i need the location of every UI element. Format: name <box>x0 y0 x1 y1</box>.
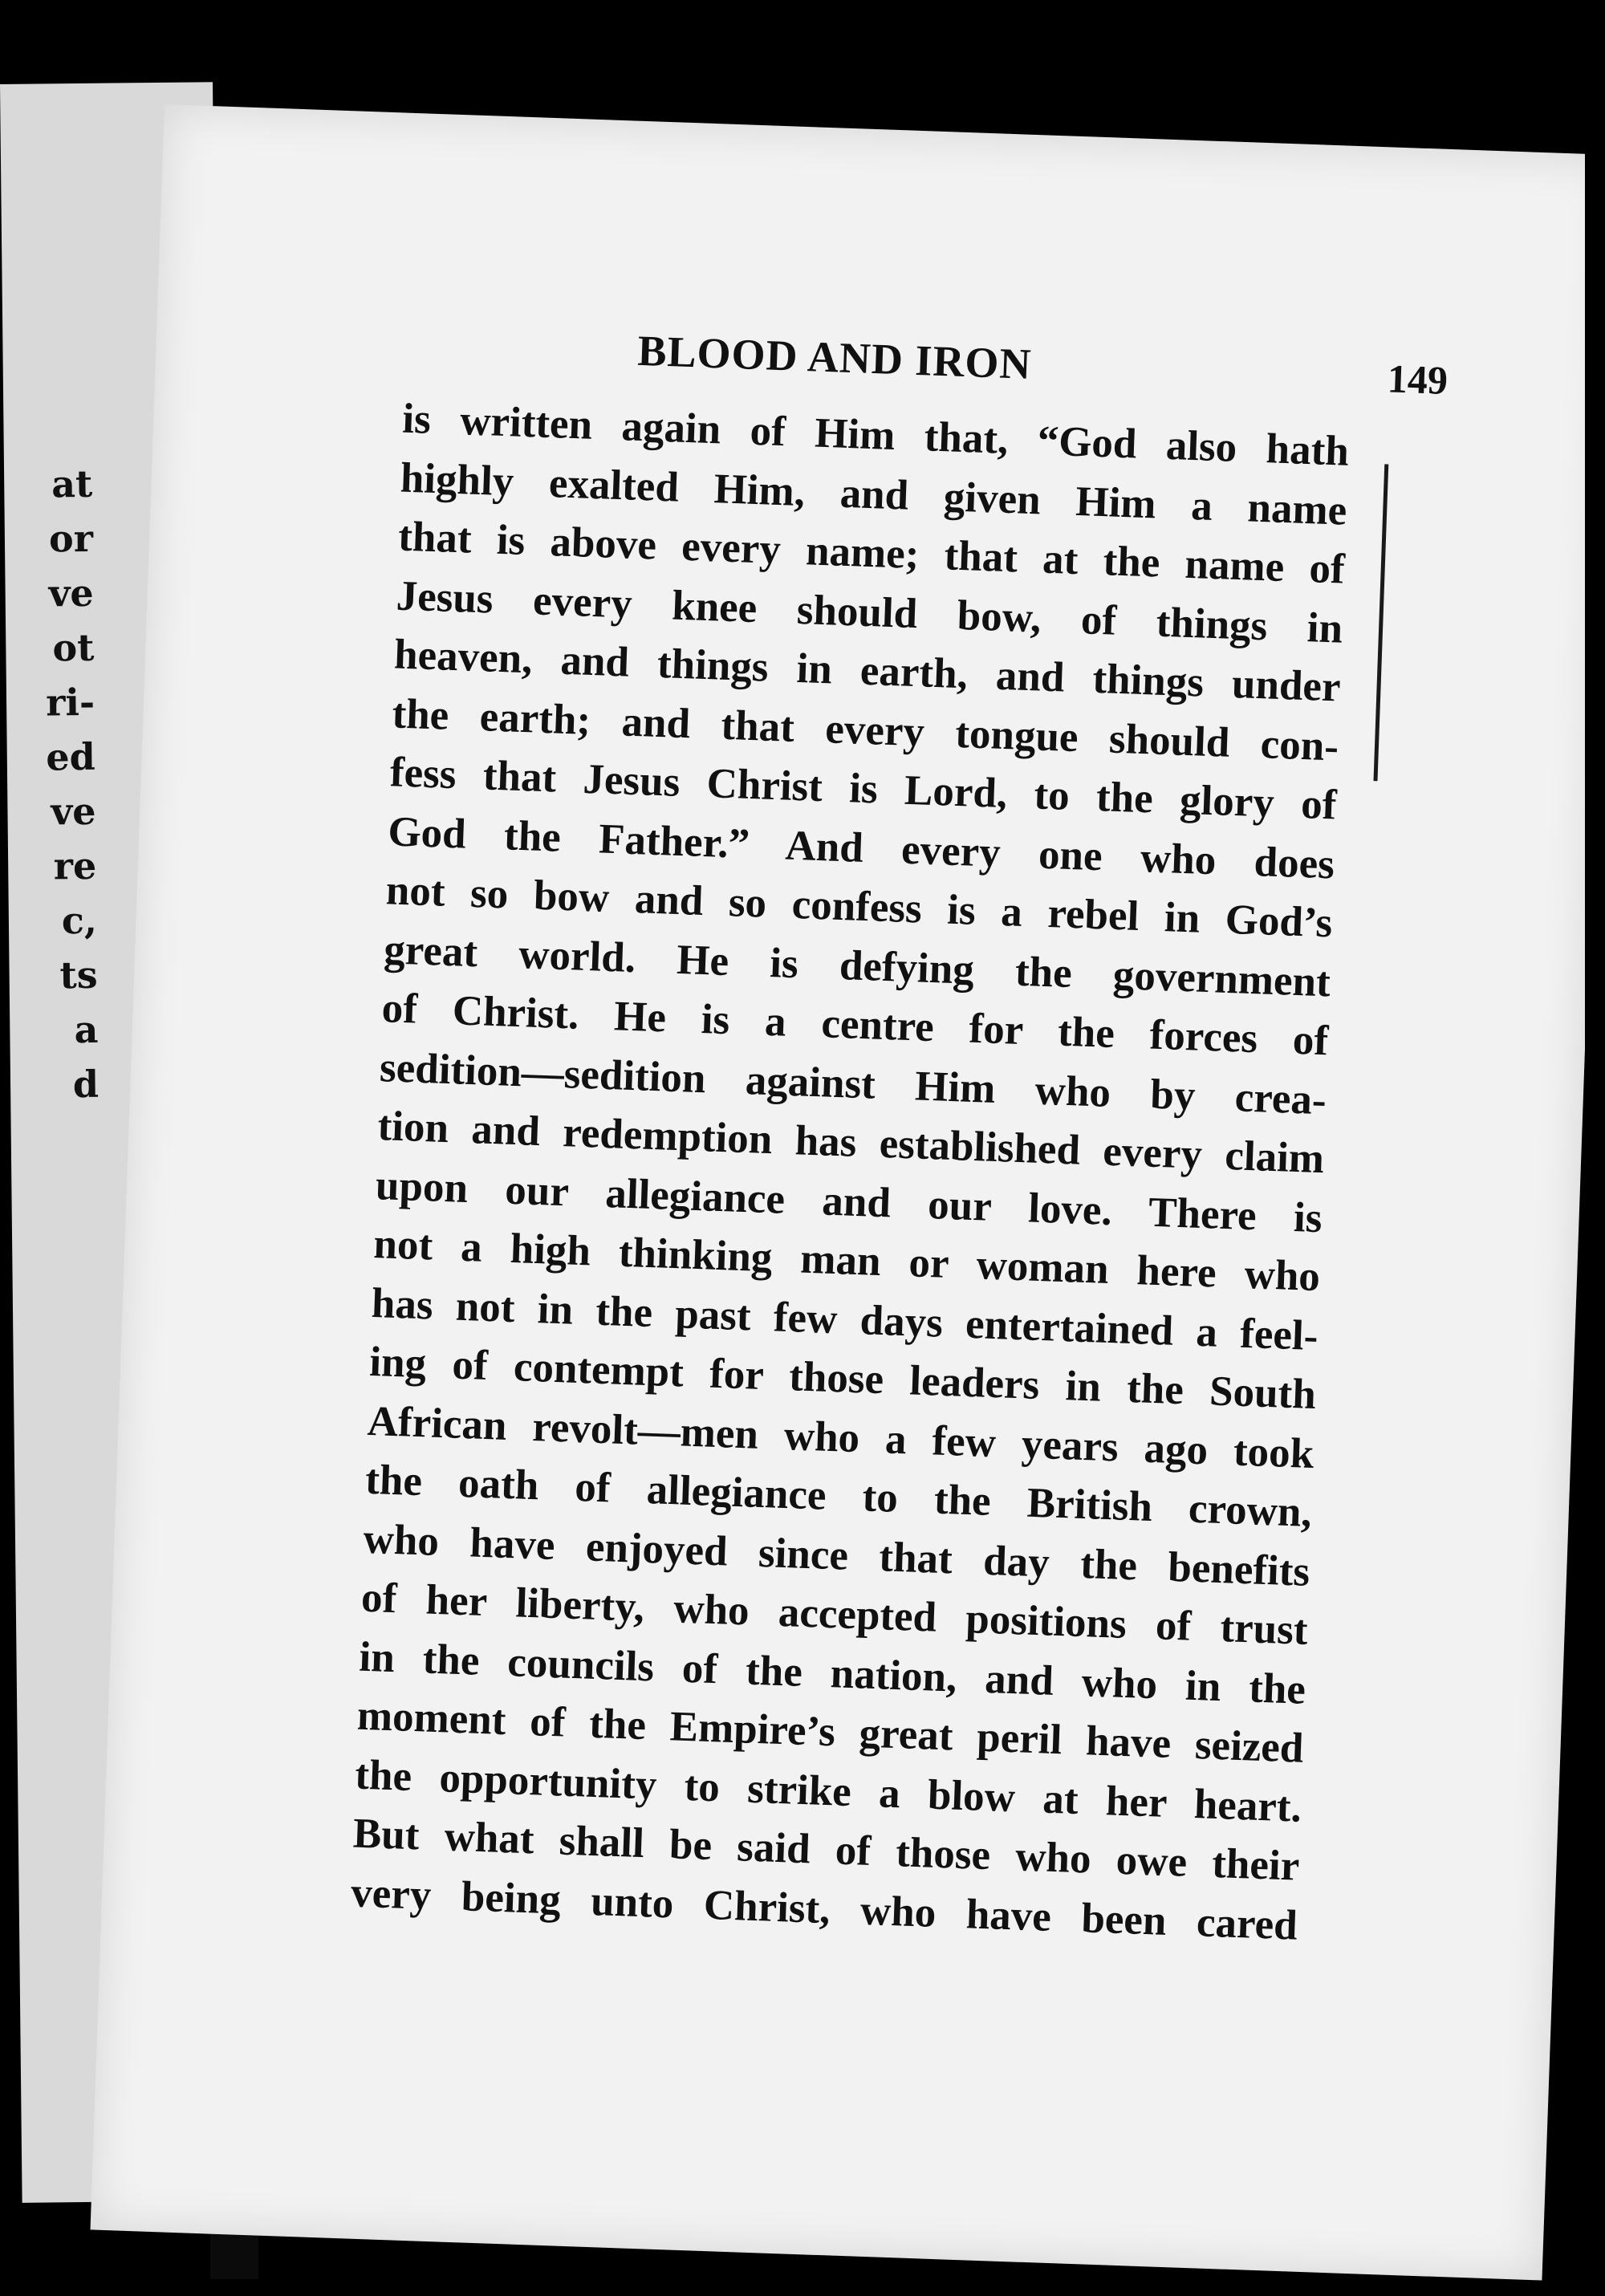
text-line: not a high thinking man or woman here who <box>372 1220 1321 1301</box>
fragment-line: at <box>51 461 93 506</box>
text-line: upon our allegiance and our love. There is <box>375 1161 1323 1241</box>
text-line: that is above every name; that at the name of <box>397 513 1346 593</box>
text-line: the opportunity to strike a blow at her heart. <box>354 1751 1302 1831</box>
text-line: But what shall be said of those who owe their <box>351 1810 1301 1890</box>
text-line: moment of the Empire’s great peril have seized <box>356 1692 1305 1772</box>
fragment-line: ed <box>46 734 96 779</box>
text-line: is written again of Him that, “God also hath <box>401 395 1350 475</box>
text-line: the oath of allegiance to the British crown, <box>364 1456 1313 1536</box>
text-line: who have enjoyed since that day the benefits <box>362 1515 1311 1595</box>
text-line: of Christ. He is a centre for the forces of <box>380 985 1330 1065</box>
text-line: of her liberty, who accepted positions of trust <box>360 1574 1309 1654</box>
text-line: the earth; and that every tongue should con- <box>391 689 1339 770</box>
text-line: very being unto Christ, who have been cared <box>350 1868 1298 1949</box>
text-line: not so bow and so confess is a rebel in God’s <box>384 867 1334 947</box>
text-line: Jesus every knee should bow, of things in <box>395 571 1344 652</box>
fragment-line: ri- <box>45 680 95 725</box>
fragment-line: ve <box>48 571 94 616</box>
text-line: fess that Jesus Christ is Lord, to the glory of <box>389 749 1338 829</box>
page-149 <box>91 104 1605 2281</box>
text-line: heaven, and things in earth, and things under <box>393 631 1342 711</box>
running-title: BLOOD AND IRON <box>636 326 1033 388</box>
body-text <box>350 390 1350 1956</box>
fragment-line: re <box>53 843 97 888</box>
text-line: African revolt—men who a few years ago took <box>366 1397 1315 1477</box>
fragment-line: ve <box>51 789 96 834</box>
page-number: 149 <box>1387 356 1449 403</box>
text-line: in the councils of the nation, and who in the <box>358 1633 1306 1713</box>
fragment-line: ot <box>52 625 95 670</box>
margin-pencil-mark <box>1373 464 1388 781</box>
text-line: ing of contempt for those leaders in the South <box>368 1338 1317 1419</box>
text-line: has not in the past few days entertained a feel- <box>371 1279 1319 1359</box>
text-line: great world. He is defying the government <box>383 925 1331 1006</box>
page-content <box>91 104 1605 2281</box>
text-line: sedition—sedition against Him who by crea- <box>379 1043 1327 1124</box>
running-header <box>156 309 1449 410</box>
fragment-line: d <box>72 1062 100 1107</box>
fragment-line: c, <box>61 898 98 943</box>
fragment-line: or <box>48 516 94 561</box>
facing-page-text-fragments <box>4 457 100 1112</box>
fragment-line: a <box>74 1007 99 1052</box>
text-line: tion and redemption has established every claim <box>376 1103 1326 1183</box>
scan-border-right <box>1585 0 1605 2296</box>
text-line: God the Father.” And every one who does <box>387 807 1335 888</box>
text-line: highly exalted Him, and given Him a name <box>399 454 1348 534</box>
fragment-line: ts <box>59 953 98 998</box>
